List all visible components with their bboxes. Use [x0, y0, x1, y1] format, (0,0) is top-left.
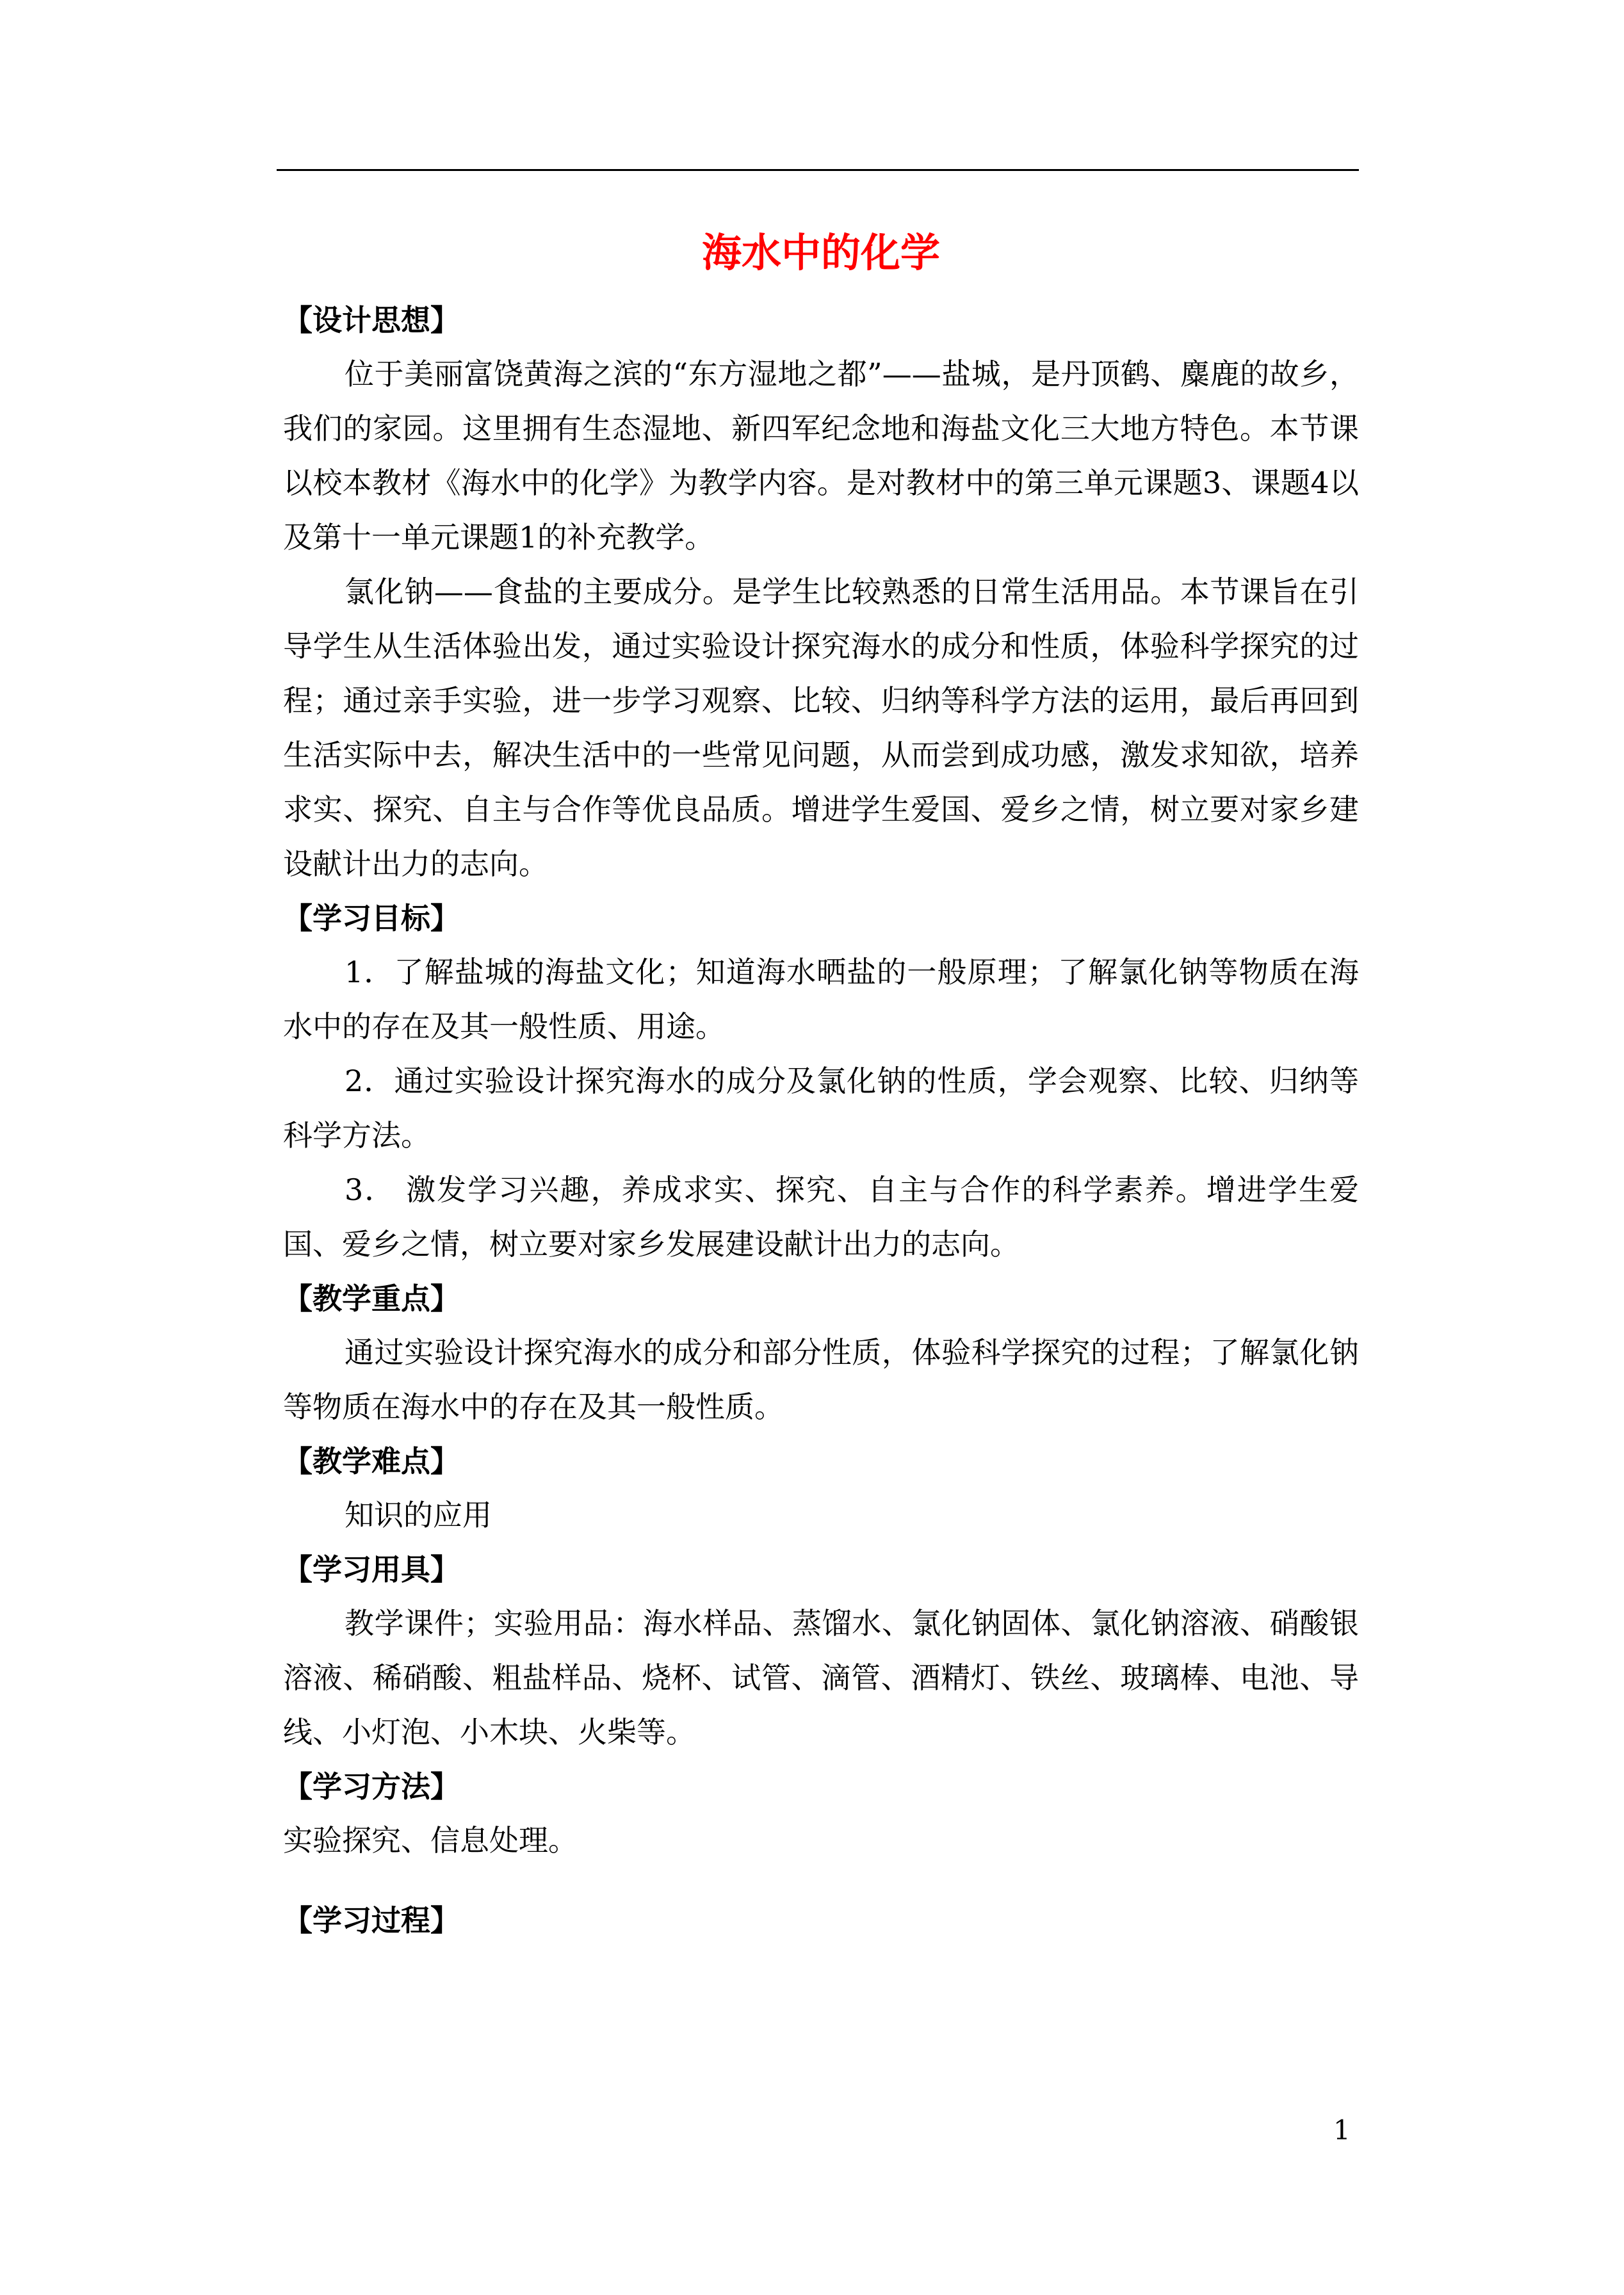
paragraph-design-idea-1: 位于美丽富饶黄海之滨的“东方湿地之都”——盐城，是丹顶鹤、麋鹿的故乡，我们的家园。这里拥有生态湿地、新四军纪念地和海盐文化三大地方特色。本节课以校本教材《海水中的化学》为教学内容。是对教材中的第三单元课题3、课题4以及第十一单元课题1的补充教学。 — [283, 357, 1359, 555]
paragraph-learning-goal-2: 2．通过实验设计探究海水的成分及氯化钠的性质，学会观察、比较、归纳等科学方法。 — [283, 1064, 1359, 1153]
document-body — [283, 218, 1359, 1947]
header-rule — [277, 169, 1359, 171]
spacer — [283, 1868, 1359, 1894]
paragraph-learning-tools: 教学课件；实验用品：海水样品、蒸馏水、氯化钠固体、氯化钠溶液、硝酸银溶液、稀硝酸、粗盐样品、烧杯、试管、滴管、酒精灯、铁丝、玻璃棒、电池、导线、小灯泡、小木块、火柴等。 — [283, 1606, 1359, 1749]
section-heading-teaching-difficulty: 【教学难点】 — [283, 1444, 460, 1479]
paragraph-teaching-focus: 通过实验设计探究海水的成分和部分性质，体验科学探究的过程；了解氯化钠等物质在海水中的存在及其一般性质。 — [283, 1335, 1359, 1424]
paragraph-learning-goal-3: 3． 激发学习兴趣，养成求实、探究、自主与合作的科学素养。增进学生爱国、爱乡之情，树立要对家乡发展建设献计出力的志向。 — [283, 1172, 1359, 1261]
paragraph-learning-methods: 实验探究、信息处理。 — [283, 1823, 578, 1858]
section-heading-learning-methods: 【学习方法】 — [283, 1769, 460, 1804]
section-heading-learning-tools: 【学习用具】 — [283, 1552, 460, 1587]
section-heading-learning-goals: 【学习目标】 — [283, 901, 460, 936]
page-number: 1 — [1333, 2114, 1351, 2146]
paragraph-teaching-difficulty: 知识的应用 — [345, 1498, 492, 1532]
section-heading-design-idea: 【设计思想】 — [283, 303, 460, 337]
paragraph-learning-goal-1: 1．了解盐城的海盐文化；知道海水晒盐的一般原理；了解氯化钠等物质在海水中的存在及其一般性质、用途。 — [283, 955, 1359, 1044]
document-title: 海水中的化学 — [701, 229, 940, 276]
section-heading-teaching-focus: 【教学重点】 — [283, 1281, 460, 1316]
paragraph-design-idea-2: 氯化钠——食盐的主要成分。是学生比较熟悉的日常生活用品。本节课旨在引导学生从生活体验出发，通过实验设计探究海水的成分和性质，体验科学探究的过程；通过亲手实验，进一步学习观察、比较、归纳等科学方法的运用，最后再回到生活实际中去，解决生活中的一些常见问题，从而尝到成功感，激发求知欲，培养求实、探究、自主与合作等优良品质。增进学生爱国、爱乡之情，树立要对家乡建设献计出力的志向。 — [283, 574, 1359, 881]
section-heading-learning-process: 【学习过程】 — [283, 1903, 460, 1938]
